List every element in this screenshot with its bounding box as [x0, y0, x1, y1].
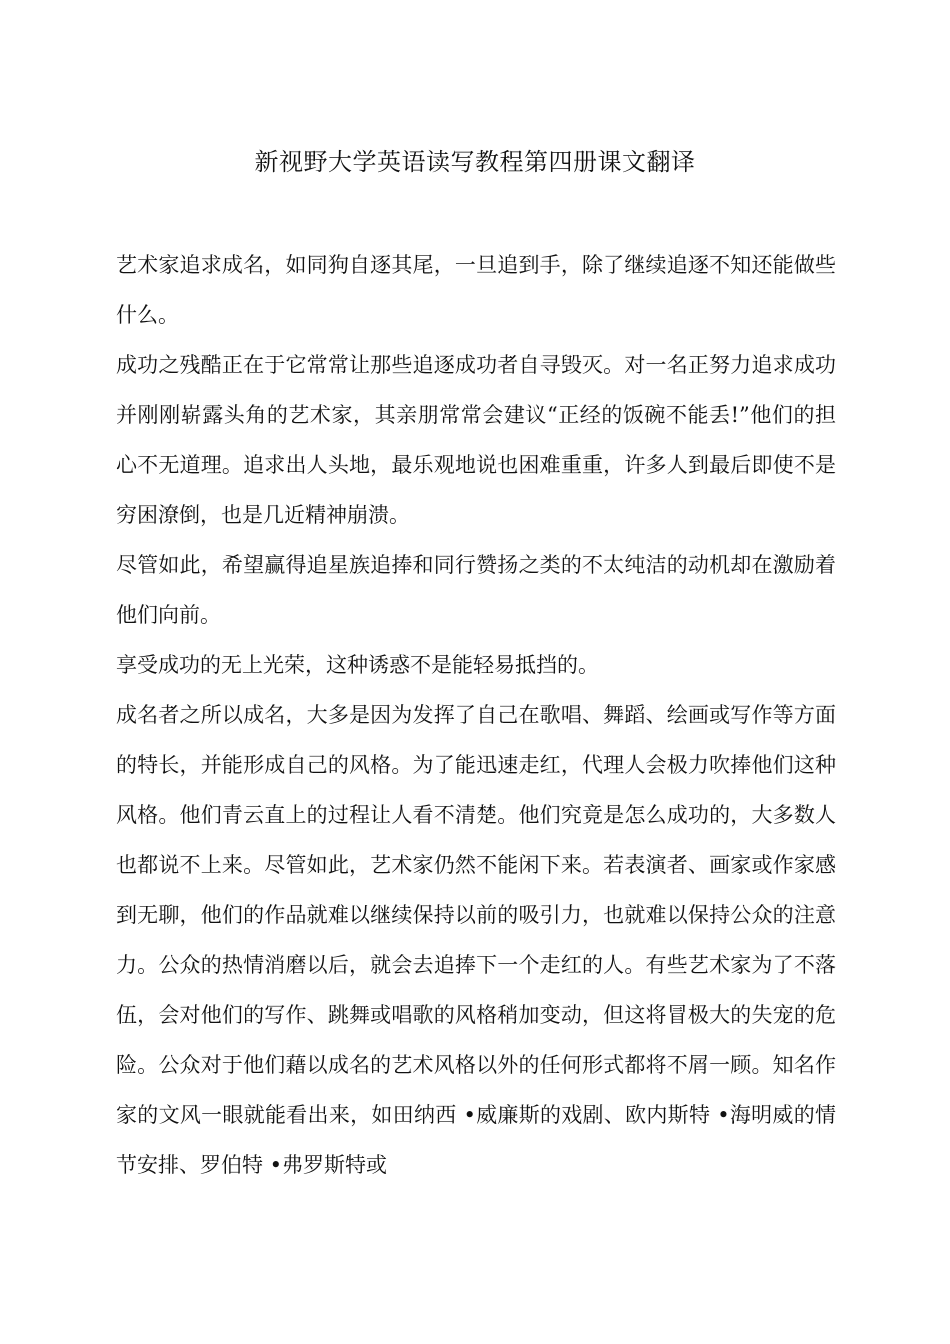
document-body — [116, 240, 836, 1190]
paragraph-5: 成名者之所以成名，大多是因为发挥了自己在歌唱、舞蹈、绘画或写作等方面的特长，并能形成自己的风格。为了能迅速走红，代理人会极力吹捧他们这种风格。他们青云直上的过程让人看不清楚。他们究竟是怎么成功的，大多数人也都说不上来。尽管如此，艺术家仍然不能闲下来。若表演者、画家或作家感到无聊，他们的作品就难以继续保持以前的吸引力，也就难以保持公众的注意力。公众的热情消磨以后，就会去追捧下一个走红的人。有些艺术家为了不落伍，会对他们的写作、跳舞或唱歌的风格稍加变动，但这将冒极大的失宠的危险。公众对于他们藉以成名的艺术风格以外的任何形式都将不屑一顾。知名作家的文风一眼就能看出来，如田纳西 •威廉斯的戏剧、欧内斯特 •海明威的情节安排、罗伯特 •弗罗斯特或 — [116, 703, 836, 1177]
paragraph-2: 成功之残酷正在于它常常让那些追逐成功者自寻毁灭。对一名正努力追求成功并刚刚崭露头角的艺术家，其亲朋常常会建议“正经的饭碗不能丢!”他们的担心不无道理。追求出人头地，最乐观地说也困难重重，许多人到最后即使不是穷困潦倒，也是几近精神崩溃。 — [116, 353, 836, 527]
paragraph-3: 尽管如此，希望赢得追星族追捧和同行赞扬之类的不太纯洁的动机却在激励着他们向前。 — [116, 553, 836, 627]
paragraph-1: 艺术家追求成名，如同狗自逐其尾，一旦追到手，除了继续追逐不知还能做些什么。 — [116, 253, 836, 327]
paragraph-4: 享受成功的无上光荣，这种诱惑不是能轻易抵挡的。 — [116, 653, 599, 677]
document-title: 新视野大学英语读写教程第四册课文翻译 — [254, 148, 696, 176]
